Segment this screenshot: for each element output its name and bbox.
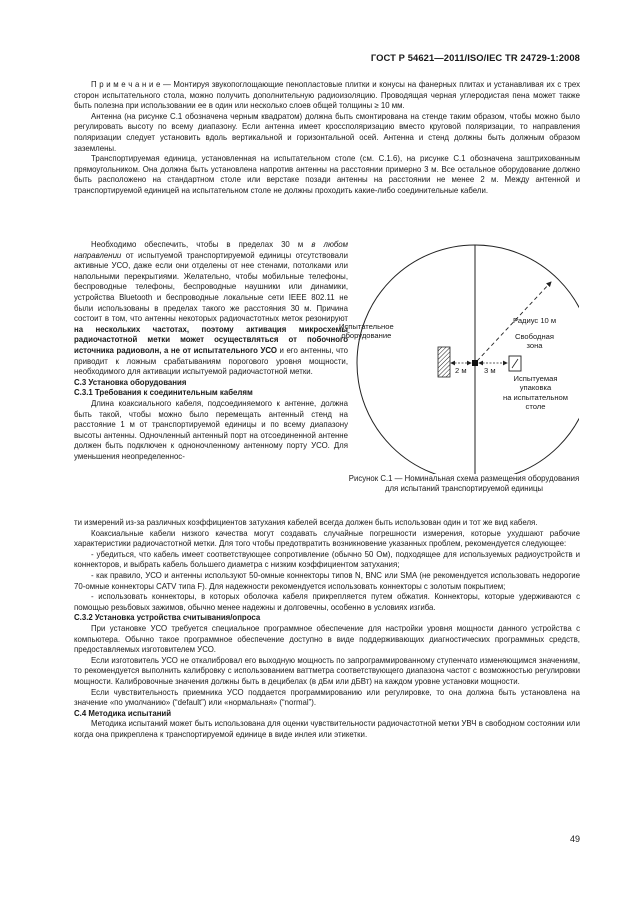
page-number: 49 <box>569 834 580 844</box>
continued-paragraph: ти измерений из-за различных коэффициентов затухания кабелей всегда должен быть использован один и тот же вид кабеля. <box>74 518 538 527</box>
package-marker <box>512 359 518 368</box>
figure-caption: Рисунок С.1 — Номинальная схема размещения оборудования для испытаний транспортируемой единицы <box>348 474 580 494</box>
reader-setup-paragraph: При установке УСО требуется специальное программное обеспечение для настройки уровня мощности данного устройства с компьютера. Обычно такое программное обеспечение доступно в виде поддерживающих диагностических программных средств, предоставляемых изготовителем УСО. <box>74 623 580 655</box>
label-radius: Радиус 10 м <box>513 316 557 325</box>
intro-text-block <box>74 80 580 197</box>
section-heading-c32: С.3.2 Установка устройства считывания/опроса <box>74 613 261 623</box>
antenna-paragraph: Антенна (на рисунке С.1 обозначена черным квадратом) должна быть смонтирована на стенде таким образом, чтобы можно было регулировать высоту по всему диапазону. Если антенна имеет кроссполяризацию вместо круговой поляризации, то направления поляризации следует установить вдоль вертикальной и горизонтальной осей. Антенна и стенд должны быть должным образом заземлены. <box>74 111 580 153</box>
list-item: - убедиться, что кабель имеет соответствующее сопротивление (обычно 50 Ом), подходящее для используемых радиоустройств и коннекторов, и выбрать кабель большего диаметра с низким коэффициентом затухания; <box>74 549 580 570</box>
section-heading-c3: С.3 Установка оборудования <box>74 377 187 387</box>
section-heading-c31: С.3.1 Требования к соединительным кабелям <box>74 388 253 398</box>
test-equipment-rect <box>438 347 450 377</box>
method-paragraph: Методика испытаний может быть использована для оценки чувствительности радиочастотной метки УВЧ в свободном состоянии или когда она прикреплена к транспортируемой единице в виде инлея или этикетки. <box>74 719 580 739</box>
label-2m: 2 м <box>455 366 467 375</box>
note-paragraph: П р и м е ч а н и е — Монтируя звукопоглощающие пенопластовые плитки и конусы на фанерных плитах и устанавливая их с трех сторон испытательного стола, можно получить дополнительную радиоизоляцию. Проводящая черная углеродистая пена может также быть полезна при использовании ее в один или несколько слоев общей толщины ≥ 10 мм. <box>74 80 580 111</box>
list-item: - как правило, УСО и антенны используют 50-омные коннекторы типов N, BNC или SMA (не рекомендуется использовать недорогие 70-омные коннекторы CATV типа F). Для надежности рекомендуется использовать коннекторы с золотым покрытием; <box>74 570 580 591</box>
calibration-paragraph: Если изготовитель УСО не откалибровал его выходную мощность по запрограммированному ступенчато изменяющимся значениям, то рекомендуется выполнить калибровку с использованием ваттметра соответствующего диапазона частот с возможностью регулировки мощности. Калибровочные значения должны быть в децибелах (в дБм или дБВт) на каждом уровне установки мощности. <box>74 655 580 686</box>
label-test-package: Испытуемая упаковка на испытательном столе <box>503 374 568 412</box>
left-column-text <box>74 240 348 462</box>
label-3m: 3 м <box>484 366 496 375</box>
list-item: - использовать коннекторы, в которых оболочка кабеля прикрепляется путем обжатия. Коннекторы, которые удерживаются с помощью резьбовых зажимов, обычно менее надежны и долговечны, особенно в условиях изгиба. <box>74 592 580 612</box>
figure-c1-diagram <box>339 242 579 474</box>
layout-diagram-svg <box>343 242 579 474</box>
section-heading-c4: С.4 Методика испытаний <box>74 708 172 718</box>
label-free-zone: Свободная зона <box>515 332 555 351</box>
coax-quality-paragraph: Коаксиальные кабели низкого качества могут создавать случайные погрешности измерения, которые ухудшают рабочие характеристики радиочастотной метки. Для того чтобы предотвратить возникновение указанных проблем, рекомендуется следующее: <box>74 528 580 549</box>
label-test-equipment: Испытательное оборудование <box>339 322 394 341</box>
document-header: ГОСТ Р 54621—2011/ISO/IEC TR 24729-1:2008 <box>370 52 580 63</box>
antenna-square <box>472 360 478 366</box>
interference-paragraph: Необходимо обеспечить, чтобы в пределах 30 м в любом направлении от испытуемой транспортируемой единицы отсутствовали активные УСО, даже если они отделены от нее стенами, потолками или напольными перекрытиями. Желательно, чтобы мобильные телефоны, беспроводные телефоны, беспроводные наушники или динамики, устройства Bluetooth и беспроводные локальные сети IEEE 802.11 не были использованы в пределах такого же расстояния 30 м. Причина состоит в том, что антенны некоторых радиочастотных меток резонируют на нескольких частотах, поэтому активация микросхемы радиочастотной метки может осуществляться от побочного источника радиоволн, а не от испытательного УСО и его антенны, что приводит к ложным срабатываниям порогового уровня мощности, необходимого для активации испытуемой радиочастотной метки. <box>74 240 349 377</box>
sensitivity-paragraph: Если чувствительность приемника УСО поддается программированию или регулировке, то она должна быть установлена на значение «по умолчанию» (“default”) или «нормальная» (“normal”). <box>74 687 580 708</box>
main-text-block <box>74 518 580 740</box>
transport-unit-paragraph: Транспортируемая единица, установленная на испытательном столе (см. С.1.6), на рисунке С.1 обозначена заштрихованным прямоугольником. Она должна быть установлена напротив антенны на расстоянии примерно 3 м. Все остальное оборудование должно быть расположено на стандартном столе или верстаке позади антенны на расстоянии не менее 2 м. Между антенной и транспортируемой единицей на испытательном столе не должны проходить какие-либо соединительные кабели. <box>74 154 580 195</box>
radius-circle <box>357 245 579 474</box>
cable-length-paragraph: Длина коаксиального кабеля, подсоединяемого к антенне, должна быть такой, чтобы можно было перемещать антенный стенд на расстояние 1 м от транспортируемой единицы и по всему диапазону высоты антенны. Одночленный антенный порт на отсоединенной антенне должен быть подключен к одноночленному антенному порту УСО. Для уменьшения неопределеннос- <box>74 398 348 461</box>
